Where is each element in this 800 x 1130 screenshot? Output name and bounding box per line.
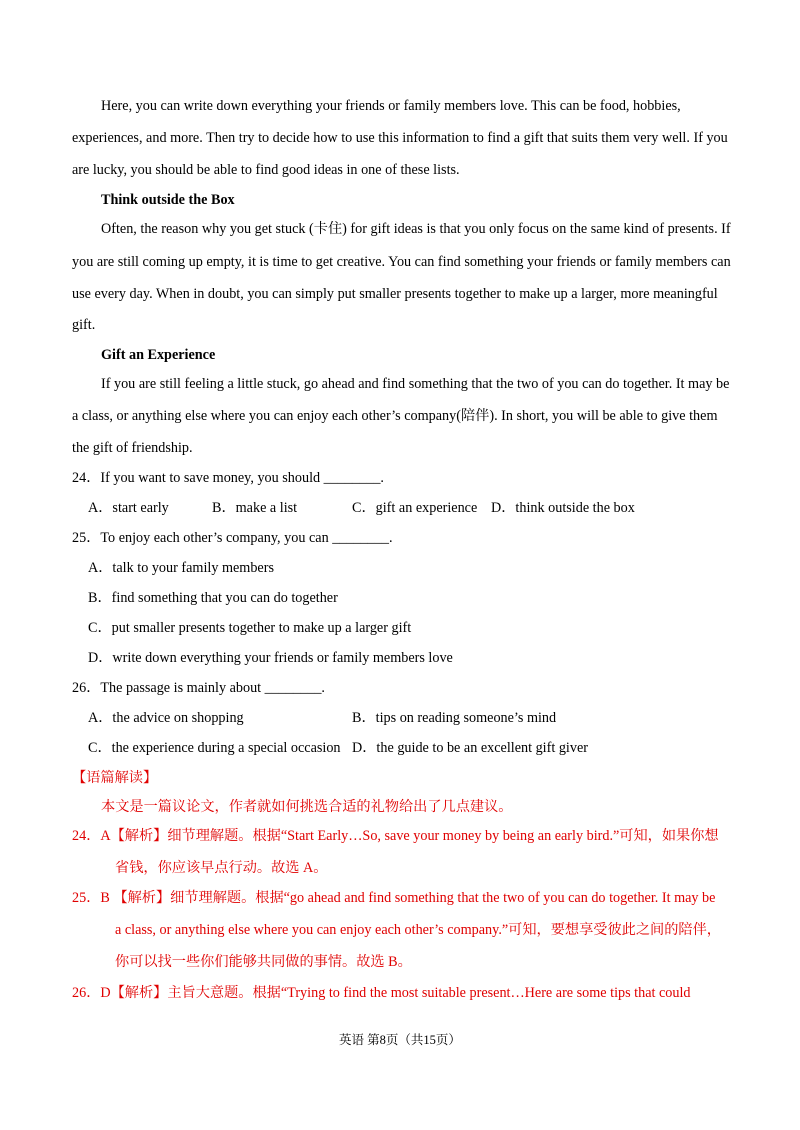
answer-26-line-1: 26．D【解析】主旨大意题。根据“Trying to find the most suitable present…Here are some tips that could — [72, 985, 691, 1001]
passage-p2-line-1: Often, the reason why you get stuck (卡住) for gift ideas is that you only focus on the same kind of presents. If — [101, 221, 731, 237]
passage-p1-line-3: are lucky, you should be able to find good ideas in one of these lists. — [72, 162, 460, 178]
passage-p2-line-4: gift. — [72, 317, 96, 333]
passage-p3-line-3: the gift of friendship. — [72, 440, 193, 456]
passage-p2-line-3: use every day. When in doubt, you can simply put smaller presents together to make up a larger, more meaningful — [72, 286, 718, 302]
answer-25-line-1: 25．B 【解析】细节理解题。根据“go ahead and find something that the two of you can do together. It may be — [72, 890, 716, 906]
question-24-option-b: B．make a list — [212, 500, 298, 516]
answer-25-line-2: a class, or anything else where you can enjoy each other’s company.”可知，要想享受彼此之间的陪伴， — [115, 922, 721, 938]
question-26-option-b: B．tips on reading someone’s mind — [352, 710, 557, 726]
analysis-heading: 【语篇解读】 — [72, 770, 158, 786]
question-25-option-d: D．write down everything your friends or family members love — [88, 650, 453, 666]
question-24-option-d: D．think outside the box — [491, 500, 635, 516]
question-25-option-b: B．find something that you can do together — [88, 590, 338, 606]
passage-p2-line-2: you are still coming up empty, it is time to get creative. You can find something your friends or family members can — [72, 254, 731, 270]
passage-p3-line-2: a class, or anything else where you can enjoy each other’s company(陪伴). In short, you will be able to give them — [72, 408, 718, 424]
question-26-option-a: A．the advice on shopping — [88, 710, 244, 726]
passage-p1-line-2: experiences, and more. Then try to decide how to use this information to find a gift that suits them very well. If you — [72, 130, 728, 146]
passage-p3-line-1: If you are still feeling a little stuck, go ahead and find something that the two of you can do together. It may be — [101, 376, 730, 392]
question-25-option-c: C．put smaller presents together to make up a larger gift — [88, 620, 412, 636]
question-26-option-c: C．the experience during a special occasion — [88, 740, 341, 756]
question-26-stem: 26．The passage is mainly about ________. — [72, 680, 325, 696]
question-25-stem: 25．To enjoy each other’s company, you can ________. — [72, 530, 393, 546]
question-26-option-d: D．the guide to be an excellent gift giver — [352, 740, 588, 756]
section-heading-gift-experience: Gift an Experience — [101, 347, 216, 363]
passage-p1-line-1: Here, you can write down everything your friends or family members love. This can be food, hobbies, — [101, 98, 681, 114]
analysis-intro: 本文是一篇议论文，作者就如何挑选合适的礼物给出了几点建议。 — [101, 799, 513, 815]
section-heading-think-outside-box: Think outside the Box — [101, 192, 235, 208]
answer-24-line-2: 省钱，你应该早点行动。故选 A。 — [115, 860, 328, 876]
question-24-option-c: C．gift an experience — [352, 500, 478, 516]
question-24-option-a: A．start early — [88, 500, 169, 516]
page-footer: 英语 第8页（共15页） — [339, 1033, 461, 1047]
answer-25-line-3: 你可以找一些你们能够共同做的事情。故选 B。 — [115, 954, 412, 970]
answer-24-line-1: 24．A【解析】细节理解题。根据“Start Early…So, save your money by being an early bird.”可知，如果你想 — [72, 828, 719, 844]
question-25-option-a: A．talk to your family members — [88, 560, 274, 576]
question-24-stem: 24．If you want to save money, you should ________. — [72, 470, 384, 486]
